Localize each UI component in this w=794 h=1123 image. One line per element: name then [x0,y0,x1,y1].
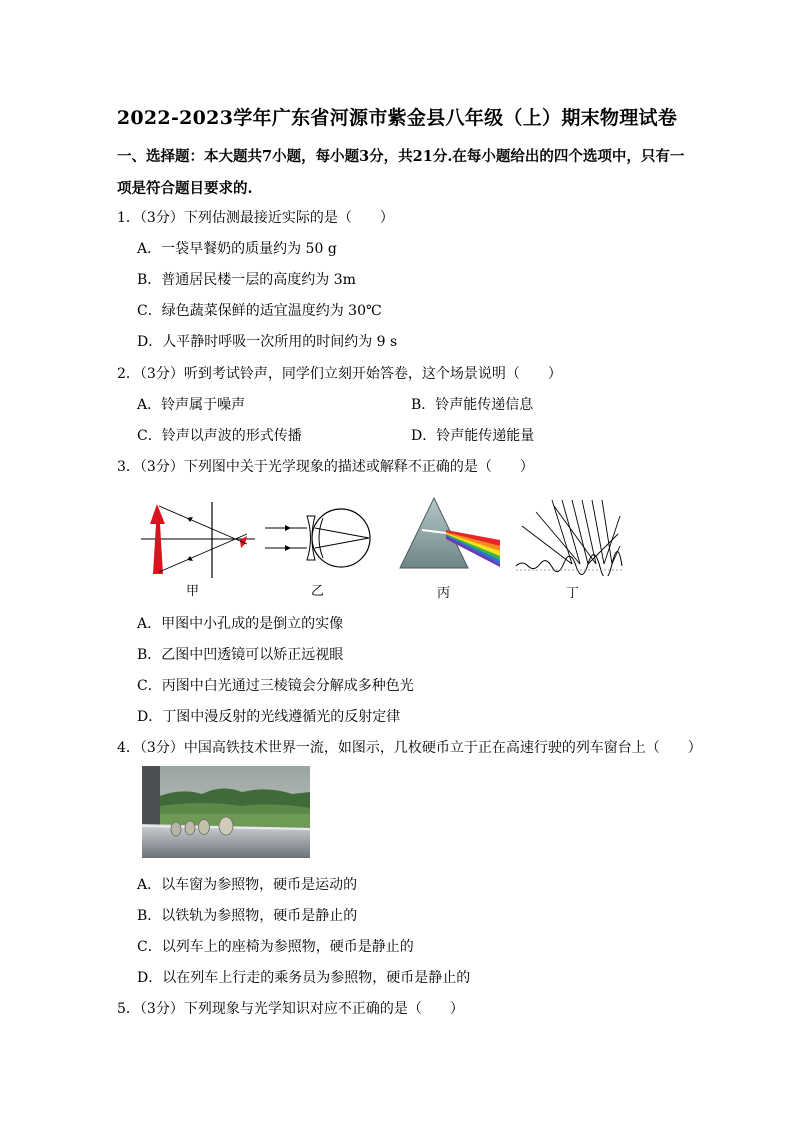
train-coins-photo [142,766,310,858]
question-1-stem: 1．（3分）下列估测最接近实际的是（ ） [117,210,394,226]
question-3-option-b: B．乙图中凹透镜可以矫正远视眼 [137,647,344,663]
question-3-option-a: A．甲图中小孔成的是倒立的实像 [137,616,344,632]
question-2-stem: 2．（3分）听到考试铃声，同学们立刻开始答卷，这个场景说明（ ） [117,366,562,382]
question-4-option-c: C．以列车上的座椅为参照物，硬币是静止的 [137,939,414,955]
question-2-option-a: A．铃声属于噪声 [137,397,246,413]
figure-label-yi: 乙 [311,584,325,599]
question-1-option-b: B．普通居民楼一层的高度约为 3m [137,272,356,288]
question-1-option-a: A．一袋早餐奶的质量约为 50 g [137,241,337,257]
question-2-option-d: D．铃声能传递能量 [411,428,535,444]
question-1-option-d: D．人平静时呼吸一次所用的时间约为 9 s [137,334,398,350]
question-3-stem: 3．（3分）下列图中关于光学现象的描述或解释不正确的是（ ） [117,459,534,475]
question-4-option-d: D．以在列车上行走的乘务员为参照物，硬币是静止的 [137,970,471,986]
figure-bing-prism-diagram [396,494,506,574]
figure-ding-diffuse-reflection-diagram [514,494,624,576]
figure-yi-eye-lens-diagram [263,502,373,574]
question-3-option-d: D．丁图中漫反射的光线遵循光的反射定律 [137,709,401,725]
question-2-option-c: C．铃声以声波的形式传播 [137,428,302,444]
figure-label-jia: 甲 [186,584,200,599]
question-3-option-c: C．丙图中白光通过三棱镜会分解成多种色光 [137,678,414,694]
section-heading-line2: 项是符合题目要求的. [117,180,253,197]
figure-label-ding: 丁 [566,586,580,601]
page-title: 2022-2023学年广东省河源市紫金县八年级（上）期末物理试卷 [116,107,678,129]
question-4-stem: 4．（3分）中国高铁技术世界一流，如图示，几枚硬币立于正在高速行驶的列车窗台上（ ） [117,740,702,756]
question-5-stem: 5．（3分）下列现象与光学知识对应不正确的是（ ） [117,1001,464,1017]
question-4-option-b: B．以铁轨为参照物，硬币是静止的 [137,908,358,924]
question-1-option-c: C．绿色蔬菜保鲜的适宜温度约为 30℃ [137,303,382,319]
question-4-option-a: A．以车窗为参照物，硬币是运动的 [137,877,358,893]
question-2-option-b: B．铃声能传递信息 [411,397,534,413]
figure-label-bing: 丙 [437,586,451,601]
figure-jia-pinhole-diagram [135,496,260,581]
section-heading-line1: 一、选择题：本大题共7小题，每小题3分，共21分.在每小题给出的四个选项中，只有一 [117,148,685,165]
